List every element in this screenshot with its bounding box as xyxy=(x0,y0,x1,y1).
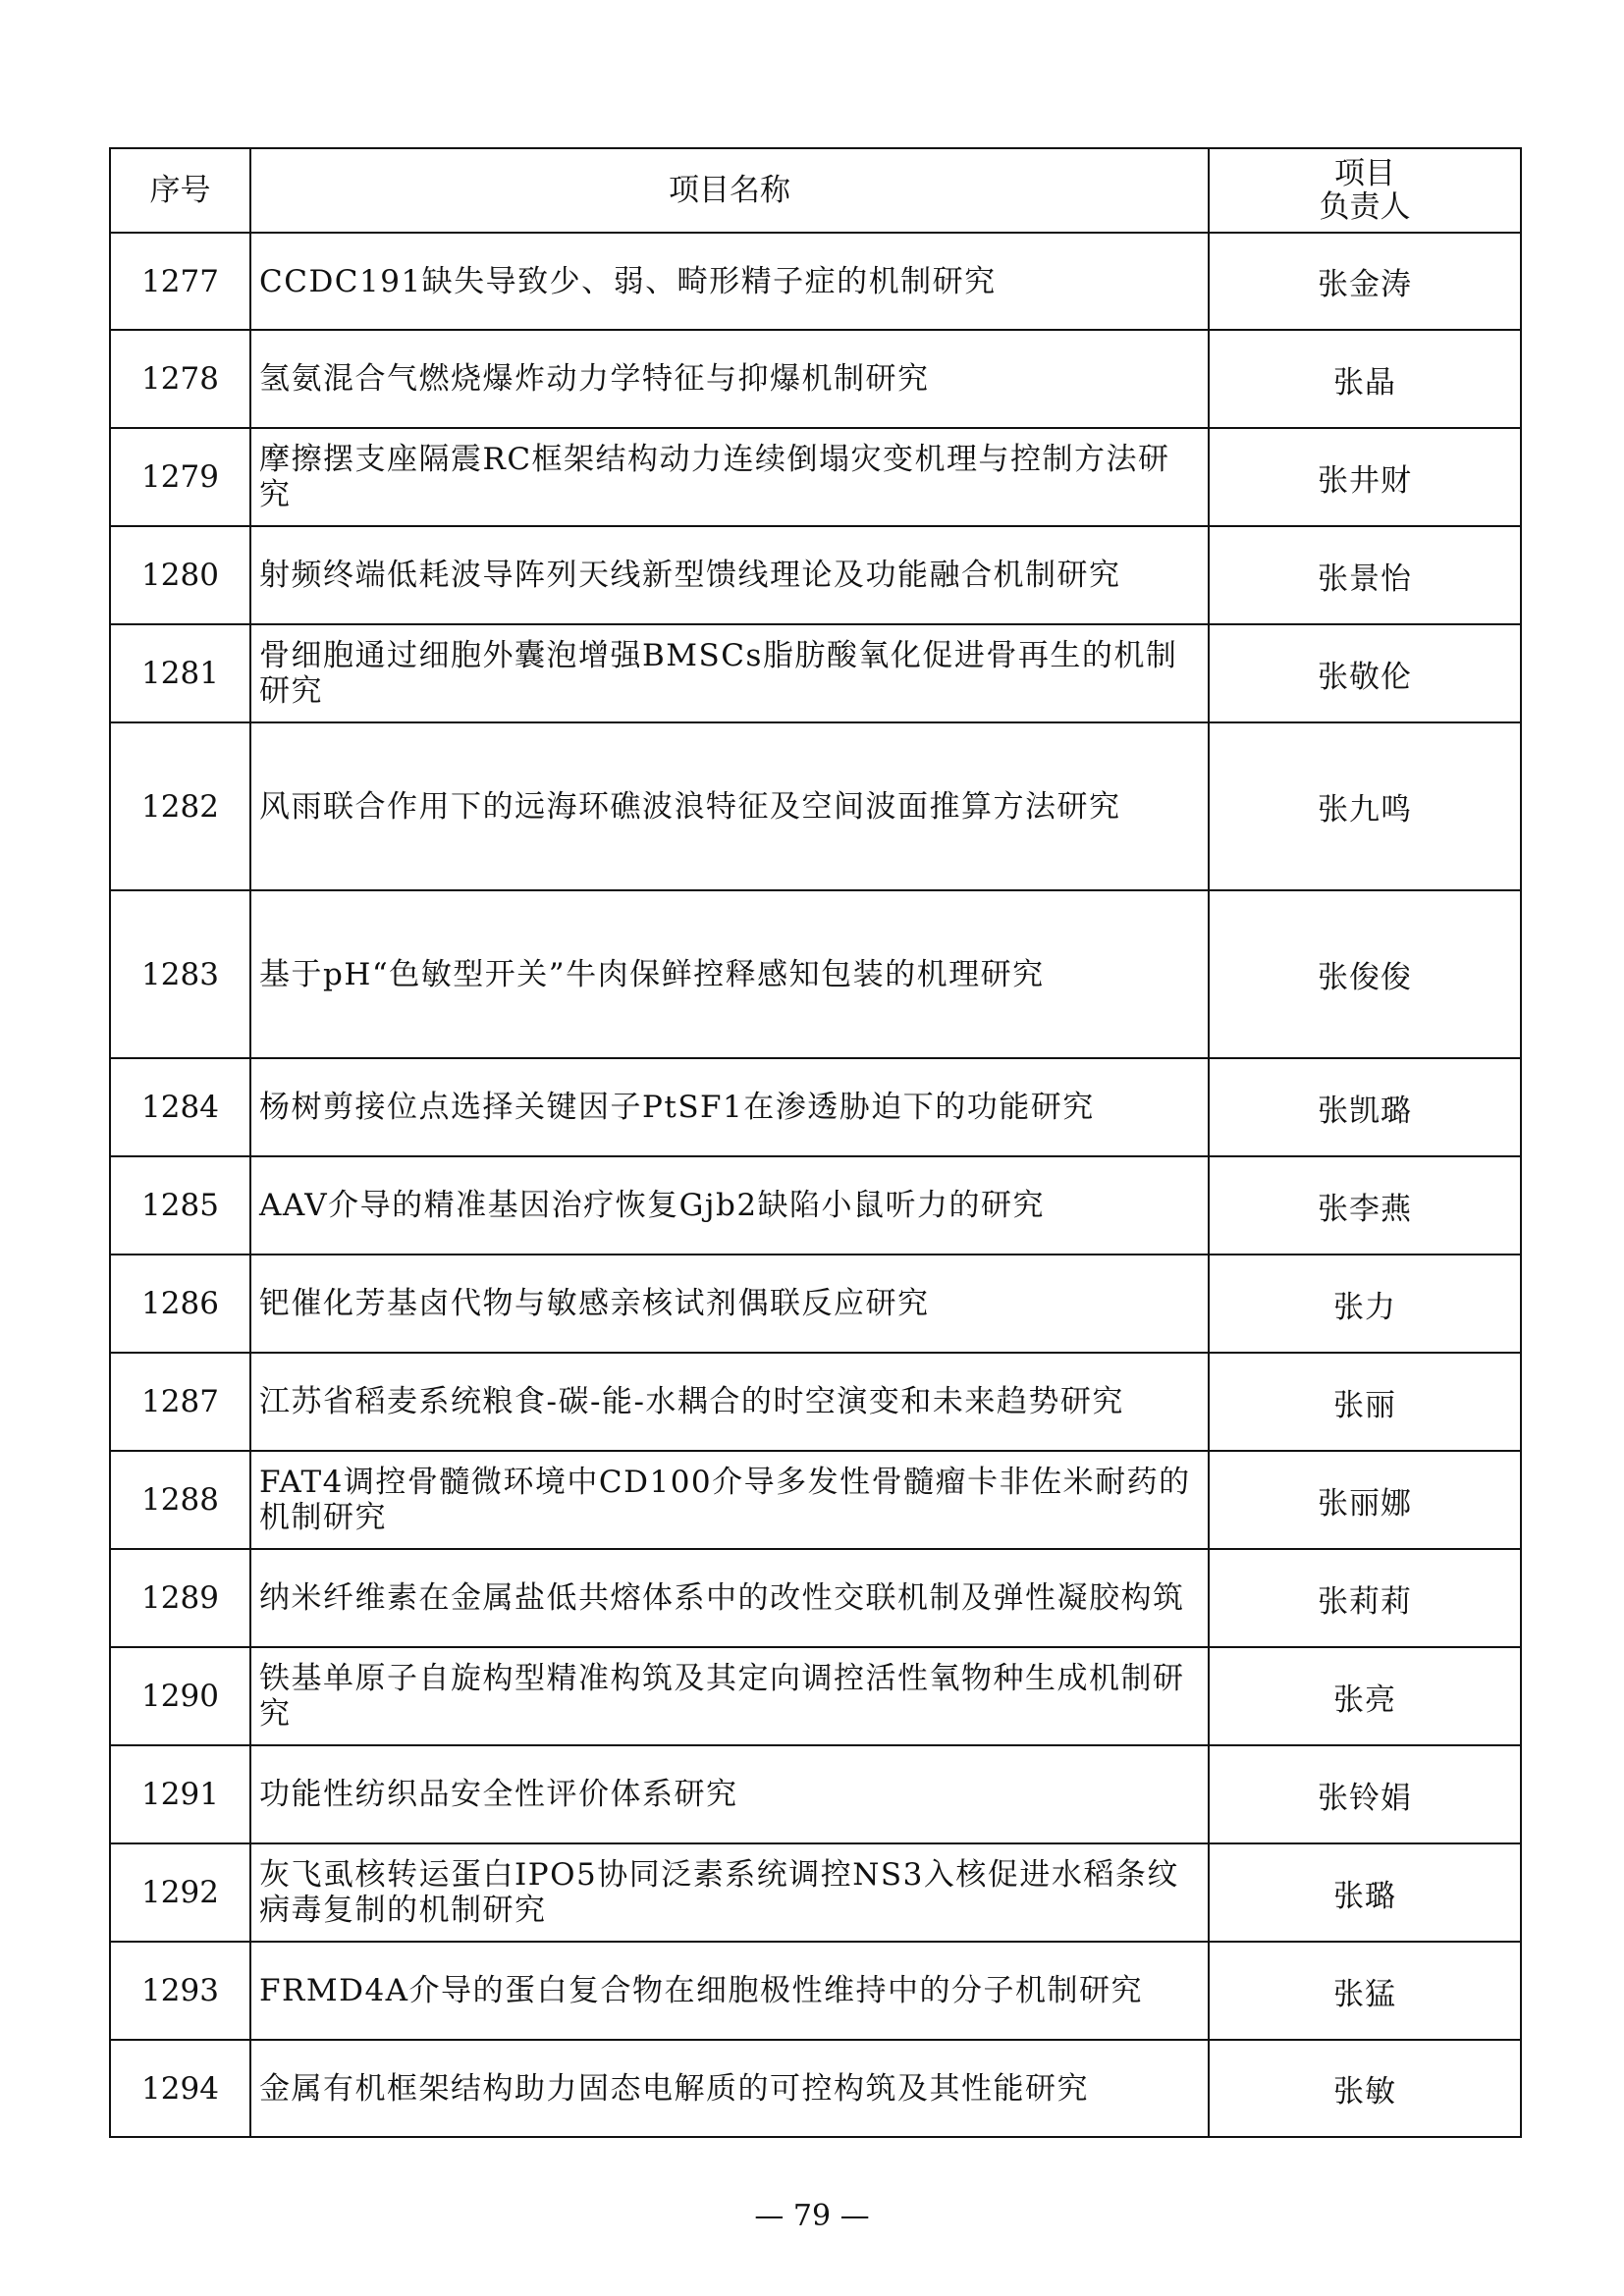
row-name: FRMD4A介导的蛋白复合物在细胞极性维持中的分子机制研究 xyxy=(250,1942,1209,2040)
table-row xyxy=(110,330,1521,428)
row-lead: 张敏 xyxy=(1209,2040,1521,2137)
row-no: 1294 xyxy=(110,2040,250,2137)
row-lead: 张力 xyxy=(1209,1255,1521,1353)
table-row xyxy=(110,1745,1521,1843)
row-name: 金属有机框架结构助力固态电解质的可控构筑及其性能研究 xyxy=(250,2040,1209,2137)
table-row xyxy=(110,1843,1521,1942)
row-name: 功能性纺织品安全性评价体系研究 xyxy=(250,1745,1209,1843)
row-no: 1288 xyxy=(110,1451,250,1549)
row-no: 1277 xyxy=(110,233,250,330)
row-lead: 张璐 xyxy=(1209,1843,1521,1942)
table-row xyxy=(110,1451,1521,1549)
table-row xyxy=(110,1156,1521,1255)
row-no: 1284 xyxy=(110,1058,250,1156)
table-row xyxy=(110,526,1521,624)
header-lead-line1: 项目 xyxy=(1334,156,1395,191)
row-name: 杨树剪接位点选择关键因子PtSF1在渗透胁迫下的功能研究 xyxy=(250,1058,1209,1156)
row-name: 灰飞虱核转运蛋白IPO5协同泛素系统调控NS3入核促进水稻条纹病毒复制的机制研究 xyxy=(250,1843,1209,1942)
table-row xyxy=(110,1255,1521,1353)
row-name: 氢氨混合气燃烧爆炸动力学特征与抑爆机制研究 xyxy=(250,330,1209,428)
row-lead: 张景怡 xyxy=(1209,526,1521,624)
row-no: 1283 xyxy=(110,890,250,1058)
row-lead: 张猛 xyxy=(1209,1942,1521,2040)
row-lead: 张井财 xyxy=(1209,428,1521,526)
table-row xyxy=(110,428,1521,526)
row-lead: 张金涛 xyxy=(1209,233,1521,330)
row-no: 1292 xyxy=(110,1843,250,1942)
row-name: 纳米纤维素在金属盐低共熔体系中的改性交联机制及弹性凝胶构筑 xyxy=(250,1549,1209,1647)
row-name: 铁基单原子自旋构型精准构筑及其定向调控活性氧物种生成机制研究 xyxy=(250,1647,1209,1745)
row-lead: 张莉莉 xyxy=(1209,1549,1521,1647)
row-lead: 张丽 xyxy=(1209,1353,1521,1451)
row-no: 1280 xyxy=(110,526,250,624)
project-table xyxy=(109,147,1522,2138)
table-row xyxy=(110,2040,1521,2137)
page-number: — 79 — xyxy=(754,2199,870,2233)
table-header-row xyxy=(110,148,1521,233)
row-name: 射频终端低耗波导阵列天线新型馈线理论及功能融合机制研究 xyxy=(250,526,1209,624)
table-row xyxy=(110,1647,1521,1745)
row-name: 江苏省稻麦系统粮食-碳-能-水耦合的时空演变和未来趋势研究 xyxy=(250,1353,1209,1451)
header-lead xyxy=(1209,148,1521,233)
header-lead-line2: 负责人 xyxy=(1319,189,1411,225)
row-lead: 张李燕 xyxy=(1209,1156,1521,1255)
table-row xyxy=(110,1942,1521,2040)
row-name: 基于pH“色敏型开关”牛肉保鲜控释感知包装的机理研究 xyxy=(250,890,1209,1058)
row-no: 1289 xyxy=(110,1549,250,1647)
row-no: 1282 xyxy=(110,722,250,890)
table-row xyxy=(110,1549,1521,1647)
header-name: 项目名称 xyxy=(250,148,1209,233)
row-lead: 张晶 xyxy=(1209,330,1521,428)
table-row xyxy=(110,722,1521,890)
row-lead: 张铃娟 xyxy=(1209,1745,1521,1843)
row-lead: 张凯璐 xyxy=(1209,1058,1521,1156)
row-name: 钯催化芳基卤代物与敏感亲核试剂偶联反应研究 xyxy=(250,1255,1209,1353)
row-lead: 张丽娜 xyxy=(1209,1451,1521,1549)
table-row xyxy=(110,624,1521,722)
row-no: 1287 xyxy=(110,1353,250,1451)
row-name: 风雨联合作用下的远海环礁波浪特征及空间波面推算方法研究 xyxy=(250,722,1209,890)
row-name: 骨细胞通过细胞外囊泡增强BMSCs脂肪酸氧化促进骨再生的机制研究 xyxy=(250,624,1209,722)
row-lead: 张亮 xyxy=(1209,1647,1521,1745)
row-no: 1291 xyxy=(110,1745,250,1843)
table-row xyxy=(110,1058,1521,1156)
row-lead: 张九鸣 xyxy=(1209,722,1521,890)
row-no: 1286 xyxy=(110,1255,250,1353)
row-name: CCDC191缺失导致少、弱、畸形精子症的机制研究 xyxy=(250,233,1209,330)
row-no: 1293 xyxy=(110,1942,250,2040)
table-row xyxy=(110,1353,1521,1451)
row-name: AAV介导的精准基因治疗恢复Gjb2缺陷小鼠听力的研究 xyxy=(250,1156,1209,1255)
row-lead: 张俊俊 xyxy=(1209,890,1521,1058)
row-no: 1279 xyxy=(110,428,250,526)
row-name: 摩擦摆支座隔震RC框架结构动力连续倒塌灾变机理与控制方法研究 xyxy=(250,428,1209,526)
row-no: 1290 xyxy=(110,1647,250,1745)
row-no: 1285 xyxy=(110,1156,250,1255)
row-name: FAT4调控骨髓微环境中CD100介导多发性骨髓瘤卡非佐米耐药的机制研究 xyxy=(250,1451,1209,1549)
table-row xyxy=(110,890,1521,1058)
header-no: 序号 xyxy=(110,148,250,233)
row-no: 1278 xyxy=(110,330,250,428)
row-lead: 张敬伦 xyxy=(1209,624,1521,722)
row-no: 1281 xyxy=(110,624,250,722)
table-row xyxy=(110,233,1521,330)
